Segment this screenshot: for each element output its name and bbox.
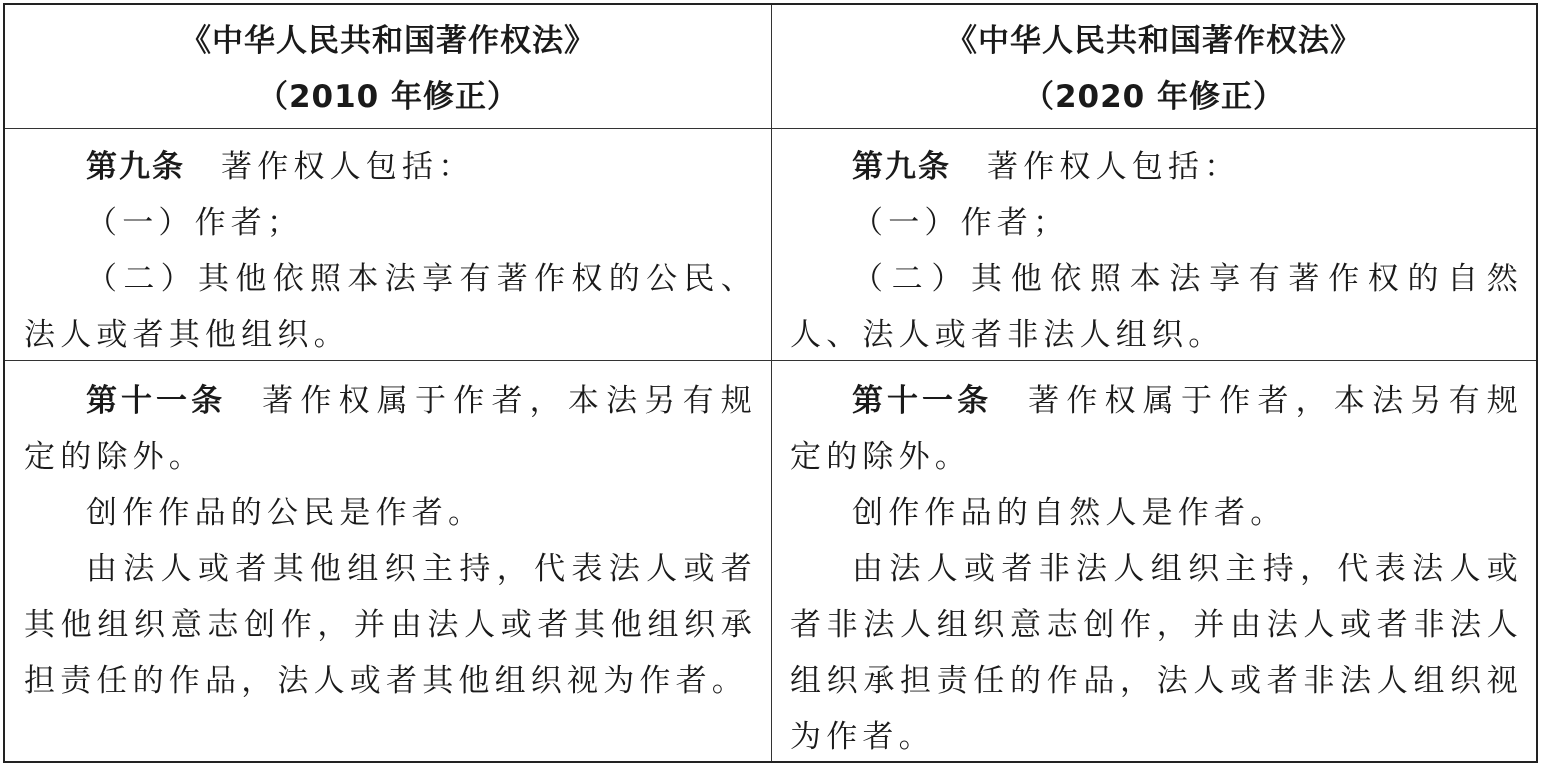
article-11-old-intro [24, 373, 757, 485]
article-9-new [790, 139, 1523, 363]
header-left [5, 13, 771, 125]
header-left-subtitle: （2010 年修正） [256, 79, 520, 115]
article-9-old-item-1: （一）作者； [86, 205, 304, 241]
comparison-table [3, 3, 1538, 763]
article-9-old-intro [24, 139, 757, 195]
article-text: 著作权属于作者，本法另有规定的除外。 [790, 383, 1524, 475]
article-9-old [24, 139, 757, 363]
article-9-new-item-2: （二）其他依照本法享有著作权的自然人、法人或者非法人组织。 [790, 261, 1523, 353]
article-text: 著作权属于作者，本法另有规定的除外。 [24, 383, 758, 475]
article-11-new-para-2: 由法人或者非法人组织主持，代表法人或者非法人组织意志创作，并由法人或者非法人组织承担责任的作品，法人或者非法人组织视为作者。 [790, 551, 1523, 755]
article-number: 第十一条 [852, 383, 993, 419]
article-9-old-item-2: （二）其他依照本法享有著作权的公民、法人或者其他组织。 [24, 261, 757, 353]
article-11-old-para-1: 创作作品的公民是作者。 [86, 495, 485, 531]
article-9-new-item-1: （一）作者； [852, 205, 1070, 241]
header-left-title: 《中华人民共和国著作权法》 [180, 23, 596, 59]
article-11-new-intro [790, 373, 1523, 485]
article-11-old [24, 373, 757, 709]
article-11-new-para-1: 创作作品的自然人是作者。 [852, 495, 1287, 531]
row-divider-header [5, 128, 1536, 129]
article-number: 第九条 [86, 149, 185, 185]
article-text: 著作权人包括： [987, 149, 1241, 185]
header-right [772, 13, 1536, 125]
header-right-title: 《中华人民共和国著作权法》 [946, 23, 1362, 59]
header-right-subtitle: （2020 年修正） [1022, 79, 1286, 115]
article-11-new [790, 373, 1523, 765]
article-9-new-intro [790, 139, 1523, 195]
article-11-old-para-2: 由法人或者其他组织主持，代表法人或者其他组织意志创作，并由法人或者其他组织承担责任的作品，法人或者其他组织视为作者。 [24, 551, 757, 699]
article-number: 第九条 [852, 149, 951, 185]
article-text: 著作权人包括： [221, 149, 475, 185]
article-number: 第十一条 [86, 383, 227, 419]
